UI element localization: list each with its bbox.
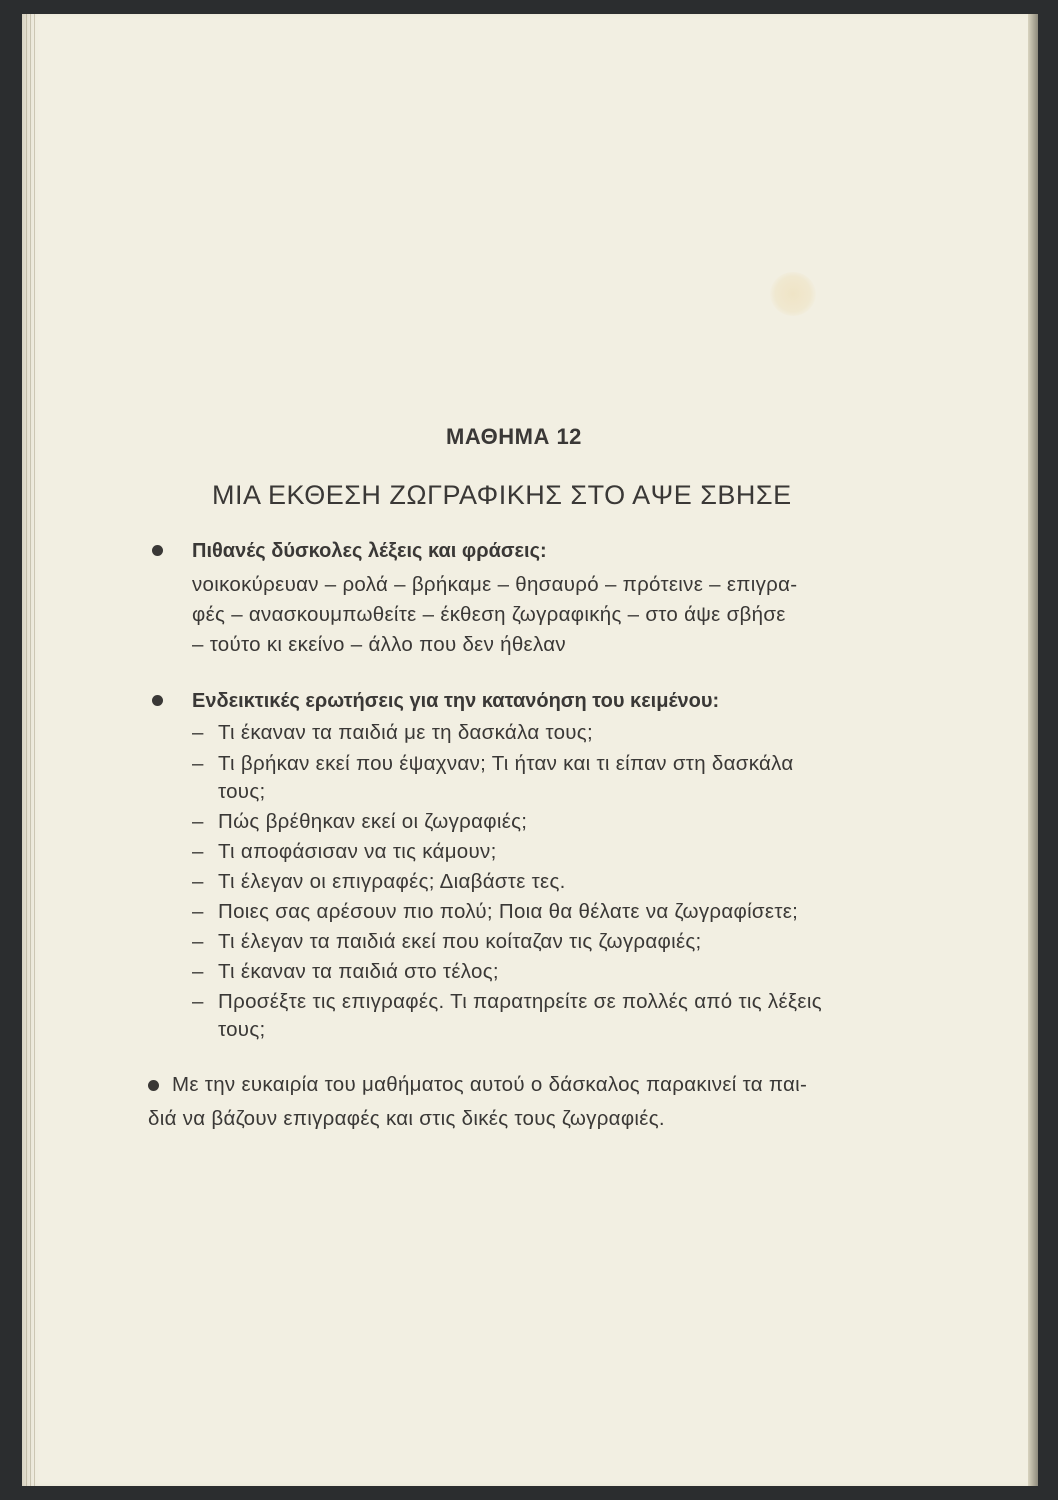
question-item: Πώς βρέθηκαν εκεί οι ζωγραφιές; xyxy=(218,810,528,833)
note-line: διά να βάζουν επιγραφές και στις δικές τους ζωγραφιές. xyxy=(148,1107,665,1130)
difficult-words-line: φές – ανασκουμπωθείτε – έκθεση ζωγραφικής – στο άψε σβήσε xyxy=(192,603,786,626)
bullet-icon xyxy=(148,1080,159,1091)
dash-marker: – xyxy=(192,960,204,983)
question-item: Τι έλεγαν οι επιγραφές; Διαβάστε τες. xyxy=(218,870,566,893)
note-line: Με την ευκαιρία του μαθήματος αυτού ο δάσκαλος παρακινεί τα παι- xyxy=(172,1073,808,1096)
lesson-title: ΜΙΑ ΕΚΘΕΣΗ ΖΩΓΡΑΦΙΚΗΣ ΣΤΟ ΑΨΕ ΣΒΗΣΕ xyxy=(212,480,792,510)
bullet-icon xyxy=(152,695,163,706)
question-item-continued: τους; xyxy=(218,1018,266,1041)
question-item: Τι έλεγαν τα παιδιά εκεί που κοίταζαν τις ζωγραφιές; xyxy=(218,930,702,953)
difficult-words-heading: Πιθανές δύσκολες λέξεις και φράσεις: xyxy=(192,540,547,562)
book-spine xyxy=(1028,14,1038,1486)
difficult-words-line: νοικοκύρευαν – ρολά – βρήκαμε – θησαυρό – πρότεινε – επιγρα- xyxy=(192,573,798,596)
question-item: Τι αποφάσισαν να τις κάμουν; xyxy=(218,840,497,863)
question-item: Τι έκαναν τα παιδιά με τη δασκάλα τους; xyxy=(218,721,593,744)
questions-heading: Ενδεικτικές ερωτήσεις για την κατανόηση του κειμένου: xyxy=(192,690,720,712)
page-edge xyxy=(34,14,35,1486)
lesson-number: ΜΑΘΗΜΑ 12 xyxy=(446,424,582,449)
question-item: Ποιες σας αρέσουν πιο πολύ; Ποια θα θέλατε να ζωγραφίσετε; xyxy=(218,900,799,923)
dash-marker: – xyxy=(192,810,204,833)
question-item: Προσέξτε τις επιγραφές. Τι παρατηρείτε σε πολλές από τις λέξεις xyxy=(218,990,822,1013)
dash-marker: – xyxy=(192,721,204,744)
question-item: Τι έκαναν τα παιδιά στο τέλος; xyxy=(218,960,499,983)
difficult-words-line: – τούτο κι εκείνο – άλλο που δεν ήθελαν xyxy=(192,633,566,656)
page-edge xyxy=(26,14,27,1486)
document-page xyxy=(22,14,1038,1486)
dash-marker: – xyxy=(192,870,204,893)
paper-stain xyxy=(770,272,816,316)
page-edge xyxy=(30,14,31,1486)
dash-marker: – xyxy=(192,900,204,923)
question-item: Τι βρήκαν εκεί που έψαχναν; Τι ήταν και τι είπαν στη δασκάλα xyxy=(218,752,794,775)
dash-marker: – xyxy=(192,752,204,775)
dash-marker: – xyxy=(192,990,204,1013)
dash-marker: – xyxy=(192,930,204,953)
question-item-continued: τους; xyxy=(218,780,266,803)
bullet-icon xyxy=(152,545,163,556)
dash-marker: – xyxy=(192,840,204,863)
